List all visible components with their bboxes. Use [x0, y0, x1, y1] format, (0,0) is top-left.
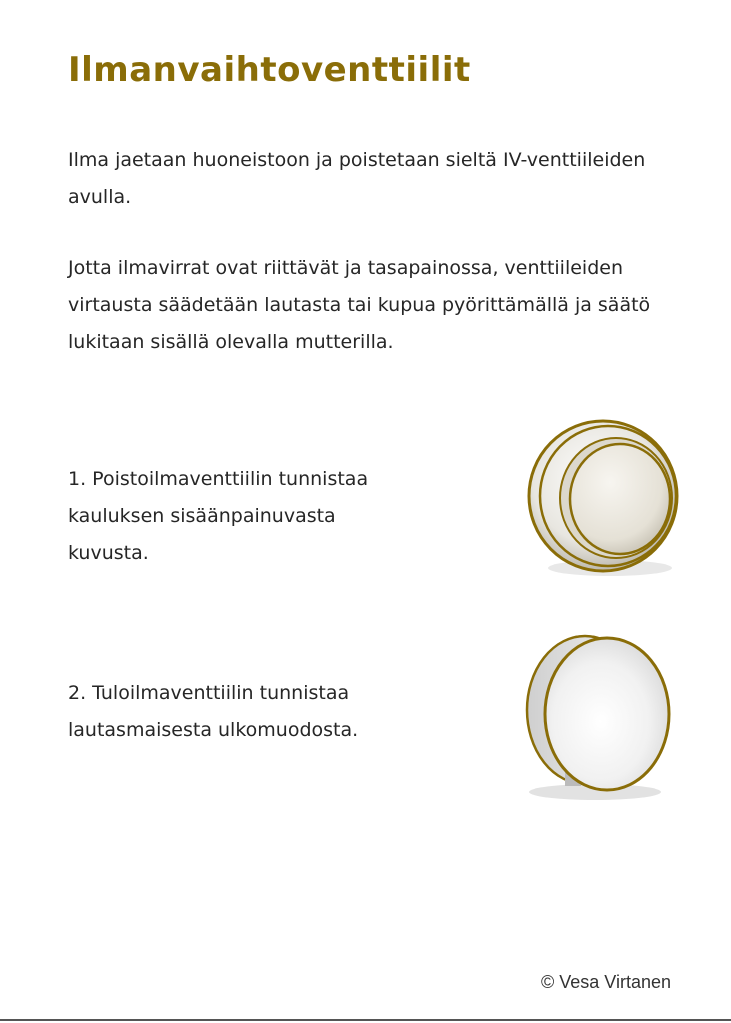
supply-line-1: 2. Tuloilmaventtiilin tunnistaa	[68, 682, 350, 704]
exhaust-line-3: kuvusta.	[68, 542, 149, 564]
exhaust-valve-icon	[520, 412, 690, 582]
intro-paragraph: Ilma jaetaan huoneistoon ja poistetaan sieltä IV-venttiileiden avulla.	[68, 149, 646, 208]
copyright-notice: © Vesa Virtanen	[540, 972, 671, 992]
supply-valve-icon	[515, 624, 680, 804]
exhaust-line-1: 1. Poistoilmaventtiilin tunnistaa	[68, 468, 369, 490]
exhaust-line-2: kauluksen sisäänpainuvasta	[68, 505, 336, 527]
page-title: Ilmanvaihtoventtiilit	[68, 50, 471, 90]
exhaust-valve-description	[68, 461, 498, 572]
bottom-divider	[0, 1019, 731, 1021]
adjustment-paragraph: Jotta ilmavirrat ovat riittävät ja tasapainossa, venttiileiden virtausta säädetään lautasta tai kupua pyörittämällä ja säätö lukitaan sisällä olevalla mutterilla.	[68, 257, 651, 353]
supply-valve-description	[68, 675, 498, 749]
supply-line-2: lautasmaisesta ulkomuodosta.	[68, 719, 359, 741]
